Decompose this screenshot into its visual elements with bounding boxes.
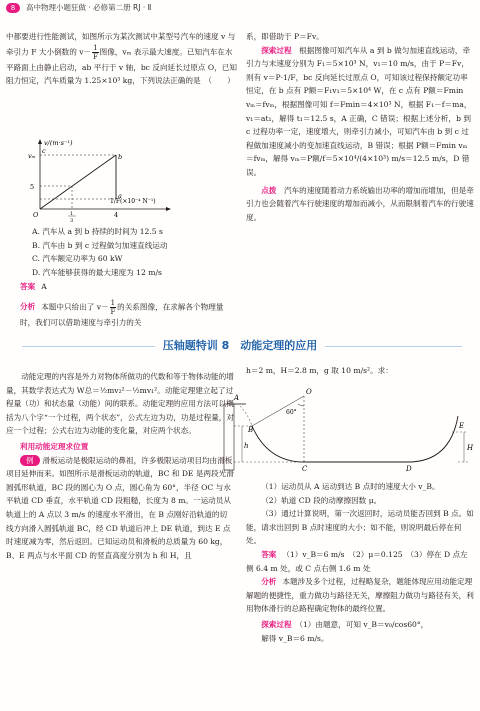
graph-x-axis-label: 1/F(×10⁻⁴ N⁻¹) — [110, 198, 156, 205]
option-d: D. 汽车能够获得的最大速度为 12 m/s — [32, 267, 162, 277]
option-b: B. 汽车由 b 到 c 过程做匀加速直线运动 — [32, 240, 168, 250]
track-label-a: A — [234, 394, 240, 402]
graph-y-axis-label: v/(m·s⁻¹) — [44, 139, 73, 147]
question-2: （2）轨道 CD 段的动摩擦因数 μ。 — [261, 495, 382, 505]
analysis-label: 分析 — [20, 302, 36, 312]
running-title: 高中物理小题狂做 · 必修第二册 RJ · Ⅱ — [26, 3, 152, 12]
question-3: （3）通过计算说明，第一次返回时，运动员能否回到 B 点。如能，请求出回到 B 点时速度的大小；如不能，则说明最后停在何处。 — [246, 509, 474, 546]
section-title: 压轴题特训 8 动能定理的应用 — [0, 338, 480, 354]
track-label-b: B — [248, 426, 254, 434]
subheading-line — [6, 440, 234, 454]
graph-y-tick: 5 — [30, 183, 35, 191]
page-number: 8 — [6, 3, 20, 13]
question-stem: 中都要进行性能测试，如图所示为某次测试中某型号汽车的速度 v 与牵引力 F 大小倒数的 v－ $\frac{1}{F}$ 图像，vₘ 表示最大速度。已知汽车在水平路面上由静止启动，ab 平行于 v 轴，bc 反向延长过原点 O，已知阻力恒定，汽车质量为 1.25×10³ kg，下列说法正确的是 （ ） — [6, 32, 237, 86]
example-paragraph: 例 滑板运动是极限运动的鼻祖，许多极限运动项目均由滑板项目延伸而来。如图所示是滑板运动的轨道，BC 和 DE 是两段光滑圆弧形轨道，BC 段的圆心为 O 点，圆心角为 60°，半径 OC 与水平轨道 CD 垂直，水平轨道 CD 段粗糙，长度为 8 m。一运动员从轨道上的 A 点以 3 m/s 的速度水平滑出，在 B 点刚好沿轨道的切线方向滑入圆弧轨道 BC，经 CD 轨道后冲上 DE 轨道，到达 E 点时速度减为零，然后返回。已知运动员和滑板的总质量为 60 kg，B、E 两点与水平面 CD 的竖直高度分别为 h 和 H，且 — [6, 455, 234, 560]
track-label-big-h: H — [467, 444, 474, 452]
example-badge: 例 — [20, 455, 40, 466]
graph-point-b: b — [118, 153, 123, 161]
theory-paragraph: 动能定理的内容是外力对物体所做功的代数和等于物体动能的增量，其数学表达式为 W总＝½mv₂²－½mv₁²。动能定理建立起了过程量（功）和状态量（动能）间的联系。动能定理的应用方法可以概括为八个字“一个过程，两个状态”，公式左边为功，功是过程量，对应一个过程；公式右边为动能的变化量，对应两个状态。 — [6, 372, 234, 436]
track-label-d: D — [406, 465, 412, 473]
graph-point-a: a — [118, 192, 122, 200]
graph-point-c: c — [42, 147, 46, 155]
analysis-fraction: $\frac{1}{F}$ — [110, 298, 116, 316]
subheading: 利用动能定理求位置 — [20, 441, 89, 451]
graph-origin-label: O — [33, 211, 39, 219]
answer-line — [6, 280, 238, 294]
answer-label-2: 答案 — [261, 549, 277, 559]
theory-left-column — [6, 370, 234, 562]
analysis-paragraph-2: 分析 本题涉及多个过程，过程略复杂，题能体现应用动能定理解题的便捷性，重力做功与路径无关，摩擦阻力做功与路径有关，利用物体滑行的总路程确定物体的最终位置。 — [246, 577, 474, 614]
skate-track-diagram — [218, 376, 478, 474]
track-label-h: h — [244, 442, 249, 450]
explore-paragraph-2: 探索过程 （1）由题意，可知 v_B＝v₀/cos60°， — [261, 619, 429, 629]
analysis-paragraph: 分析 本题中只给出了 v－ $\frac{1}{F}$ 的关系图像，在求解各个物理量时，我们可以借助速度与牵引力的关 — [20, 298, 224, 327]
given-values: h＝2 m，H＝2.8 m，g 取 10 m/s²。求： — [246, 366, 393, 375]
explore-label: 探索过程 — [261, 45, 292, 55]
graph-vm-label: vₘ — [28, 152, 36, 160]
track-angle-label: 60° — [286, 409, 297, 416]
tip-paragraph: 点拨 汽车的速度随着动力系统输出功率的增加而增加，但是牵引力也会随着汽车行驶速度的增加而减小，从而限制着汽车的行驶速度。 — [246, 185, 474, 222]
question-left-column — [6, 30, 238, 88]
graph-x-tick-1-num: 1 — [70, 211, 74, 217]
v-vs-inverse-F-graph — [26, 137, 176, 223]
graph-x-tick-3: 3 — [70, 218, 74, 223]
solution-intro: 系，即借助于 P＝Fv。 — [246, 32, 324, 41]
analysis-label-2: 分析 — [261, 577, 277, 587]
track-label-o: O — [306, 388, 312, 396]
answer-value: A — [41, 282, 47, 292]
questions-block — [246, 480, 474, 645]
graph-x-tick-4: 4 — [114, 211, 119, 219]
fraction-1-over-F: $\frac{1}{F}$ — [92, 43, 98, 61]
options-block — [6, 225, 238, 330]
track-label-e: E — [459, 422, 465, 430]
explore-label-2: 探索过程 — [261, 619, 292, 629]
option-a: A. 汽车从 a 到 b 持续的时间为 12.5 s — [32, 227, 163, 236]
question-1: （1）运动员从 A 运动到达 B 点时的速度大小 v_B。 — [261, 482, 440, 491]
page-header — [6, 3, 466, 15]
answer-paragraph: 答案 （1）v_B＝6 m/s （2）μ＝0.125 （3）停在 D 点左侧 6.4 m 处，或 C 点右侧 1.6 m 处 — [246, 549, 468, 573]
explore-paragraph: 探索过程 根据图像可知汽车从 a 到 b 做匀加速直线运动，牵引力与末速度分别为 F₁＝5×10³ N，v₁＝10 m/s，由于 P＝Fv，则有 v＝P·1/F，bc 反向延长过原点 O，可知该过程保持额定功率恒定，在 b 点有 P额＝F₁v₁＝5×10⁴ W，在 c 点有 P额＝Fmin vₘ＝fvₘ，根据图像可知 f＝Fmin＝4×10³ N，根据 F₁－f＝ma，v₁＝at₁，解得 t₁＝12.5 s，A 正确，C 错误；根据上述分析，b 到 c 过程功率一定，速度增大，则牵引力减小，可知汽车由 b 到 c 过程做加速度减小的变加速直线运动，B 错误；根据 P额＝Fmin vₘ＝fvₘ，解得 vₘ＝P额/f＝5×10⁴/(4×10³) m/s＝12.5 m/s，D 错误。 — [246, 45, 472, 177]
solution-right-column — [246, 30, 474, 224]
track-label-c: C — [302, 465, 308, 473]
explore-result: 解得 v_B＝6 m/s。 — [261, 633, 329, 643]
option-c: C. 汽车额定功率为 60 kW — [32, 254, 123, 264]
answer-label: 答案 — [20, 282, 36, 292]
tip-label: 点拨 — [261, 185, 277, 195]
